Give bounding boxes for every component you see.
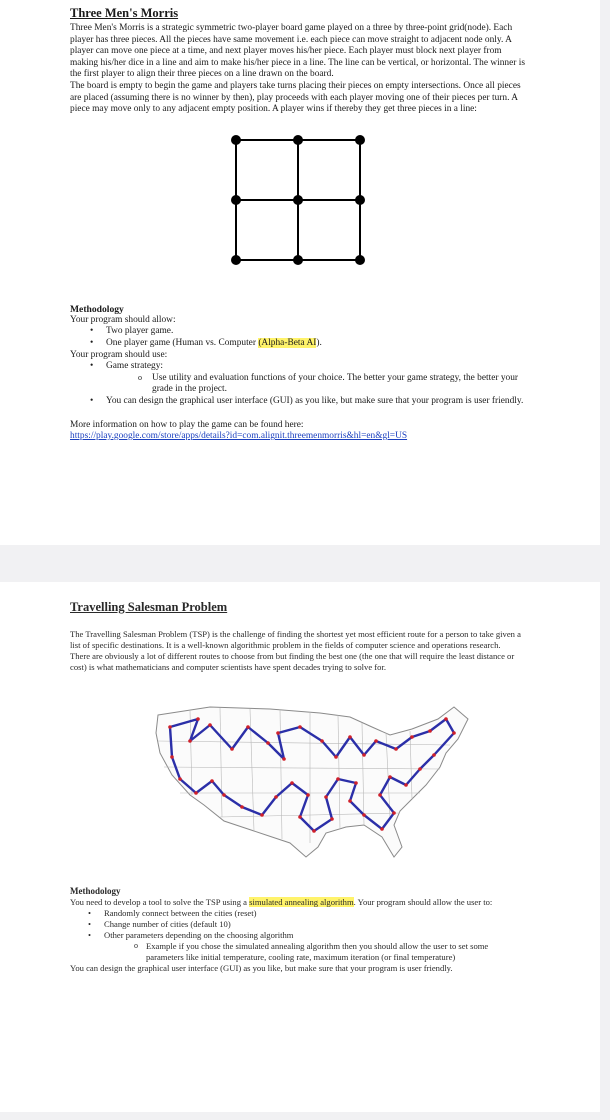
city-point [404, 783, 408, 787]
more-info-text: More information on how to play the game can be found here: [70, 419, 304, 430]
page-tsp [0, 582, 600, 1112]
section-title-tsp: Travelling Salesman Problem [70, 600, 228, 614]
tsp-gui-text: You can design the graphical user interface (GUI) as you like, but make sure that your program is user friendly. [70, 963, 453, 973]
ai-highlight: (Alpha-Beta AI [258, 337, 317, 348]
city-point [336, 777, 340, 781]
city-point [188, 739, 192, 743]
tsp-methodology-heading: Methodology [70, 886, 121, 896]
board-node [293, 135, 303, 145]
board-node [355, 195, 365, 205]
city-point [378, 793, 382, 797]
city-point [324, 795, 328, 799]
city-point [428, 729, 432, 733]
city-point [208, 723, 212, 727]
city-point [210, 779, 214, 783]
list-item: o Example if you chose the simulated annealing algorithm then you should allow the user to set some parameters like initial temperature, cooling rate, maximum iteration (or final temperature) [70, 941, 530, 963]
list-item: • Change number of cities (default 10) [70, 919, 530, 930]
allow-label: Your program should allow: [70, 314, 176, 325]
city-point [320, 739, 324, 743]
play-store-link[interactable]: https://play.google.com/store/apps/details?id=com.alignit.threemenmorris&hl=en&gl=US [70, 431, 408, 442]
city-point [444, 717, 448, 721]
city-point [266, 741, 270, 745]
city-point [392, 811, 396, 815]
city-point [374, 739, 378, 743]
tsp-intro2-paragraph: There are obviously a lot of different routes to choose from but finding the best one (the one that will require the least distance or cost) is what mathematicians and computer scientists have spent decades trying to solve for. [70, 651, 515, 672]
city-point [312, 829, 316, 833]
section-title-three-mens-morris: Three Men's Morris [70, 6, 179, 20]
board-node [355, 255, 365, 265]
city-point [334, 755, 338, 759]
rules-paragraph: The board is empty to begin the game and players take turns placing their pieces on empty intersections. Once all pieces are placed (assuming there is no winner by then), play proceeds with each player moving one of their pieces per turn. A piece may move only to any adjacent empty position. A player wins if thereby they get three pieces in a line: [70, 80, 521, 115]
list-item: • Game strategy: o Use utility and evaluation functions of your choice. The better your game strategy, the better your grade in the project. [70, 361, 530, 396]
city-point [260, 813, 264, 817]
allow-list [70, 326, 530, 349]
list-item: • Other parameters depending on the choosing algorithm o Example if you chose the simulated annealing algorithm then you should allow the user to set some parameters like initial temperature, cooling rate, maximum iteration (or final temperature) [70, 930, 530, 963]
city-point [306, 793, 310, 797]
sa-highlight: simulated annealing algorithm [249, 897, 354, 907]
morris-board-diagram [228, 134, 368, 266]
methodology-heading: Methodology [70, 303, 124, 315]
board-node [231, 135, 241, 145]
city-point [282, 757, 286, 761]
city-point [348, 735, 352, 739]
page-three-mens-morris [0, 0, 600, 545]
tsp-options-list [70, 908, 530, 963]
city-point [380, 827, 384, 831]
list-item: • One player game (Human vs. Computer (Alpha-Beta AI). [70, 338, 530, 350]
use-list [70, 361, 530, 407]
city-point [330, 817, 334, 821]
usa-tsp-route-map [150, 697, 470, 867]
list-item: • Two player game. [70, 326, 530, 338]
city-point [362, 753, 366, 757]
city-point [348, 799, 352, 803]
city-point [418, 767, 422, 771]
city-point [298, 725, 302, 729]
city-point [274, 795, 278, 799]
city-point [194, 791, 198, 795]
city-point [394, 747, 398, 751]
list-item: • You can design the graphical user interface (GUI) as you like, but make sure that your program is user friendly. [70, 396, 530, 408]
city-point [432, 753, 436, 757]
city-point [196, 717, 200, 721]
board-node [355, 135, 365, 145]
list-item: • Randomly connect between the cities (reset) [70, 908, 530, 919]
intro-paragraph: Three Men's Morris is a strategic symmetric two-player board game played on a three by three-point grid(node). Each player has three pieces. All the pieces have same movement i.e. each piece can move straight to adjacent node only. A player can move one piece at a time, and next player moves his/her piece. Each player must block next player from making his/her dice in a line and aim to make his/her piece in a line. The line can be vertical, or horizontal. The winner is the first player to align their three pieces on a line drawn on the board. [70, 23, 525, 80]
tsp-intro-paragraph: The Travelling Salesman Problem (TSP) is the challenge of finding the shortest yet most efficient route for a person to take given a list of specific destinations. It is a well-known algorithmic problem in the fields of computer science and operations research. [70, 629, 521, 650]
city-point [240, 805, 244, 809]
city-point [362, 813, 366, 817]
usa-map-figure [70, 697, 530, 872]
city-point [276, 731, 280, 735]
city-point [388, 775, 392, 779]
tsp-develop-text: You need to develop a tool to solve the TSP using a simulated annealing algorithm. Your program should allow the user to: [70, 897, 493, 907]
city-point [452, 731, 456, 735]
city-point [170, 755, 174, 759]
city-point [290, 781, 294, 785]
city-point [178, 777, 182, 781]
city-point [230, 747, 234, 751]
city-point [410, 735, 414, 739]
city-point [298, 815, 302, 819]
board-node [231, 195, 241, 205]
use-label: Your program should use: [70, 349, 168, 360]
board-node [293, 255, 303, 265]
list-item: o Use utility and evaluation functions of your choice. The better your game strategy, the better your grade in the project. [70, 373, 530, 396]
city-point [222, 793, 226, 797]
city-point [168, 725, 172, 729]
board-node [293, 195, 303, 205]
city-point [354, 781, 358, 785]
city-point [246, 725, 250, 729]
morris-board-figure [70, 134, 530, 284]
board-node [231, 255, 241, 265]
